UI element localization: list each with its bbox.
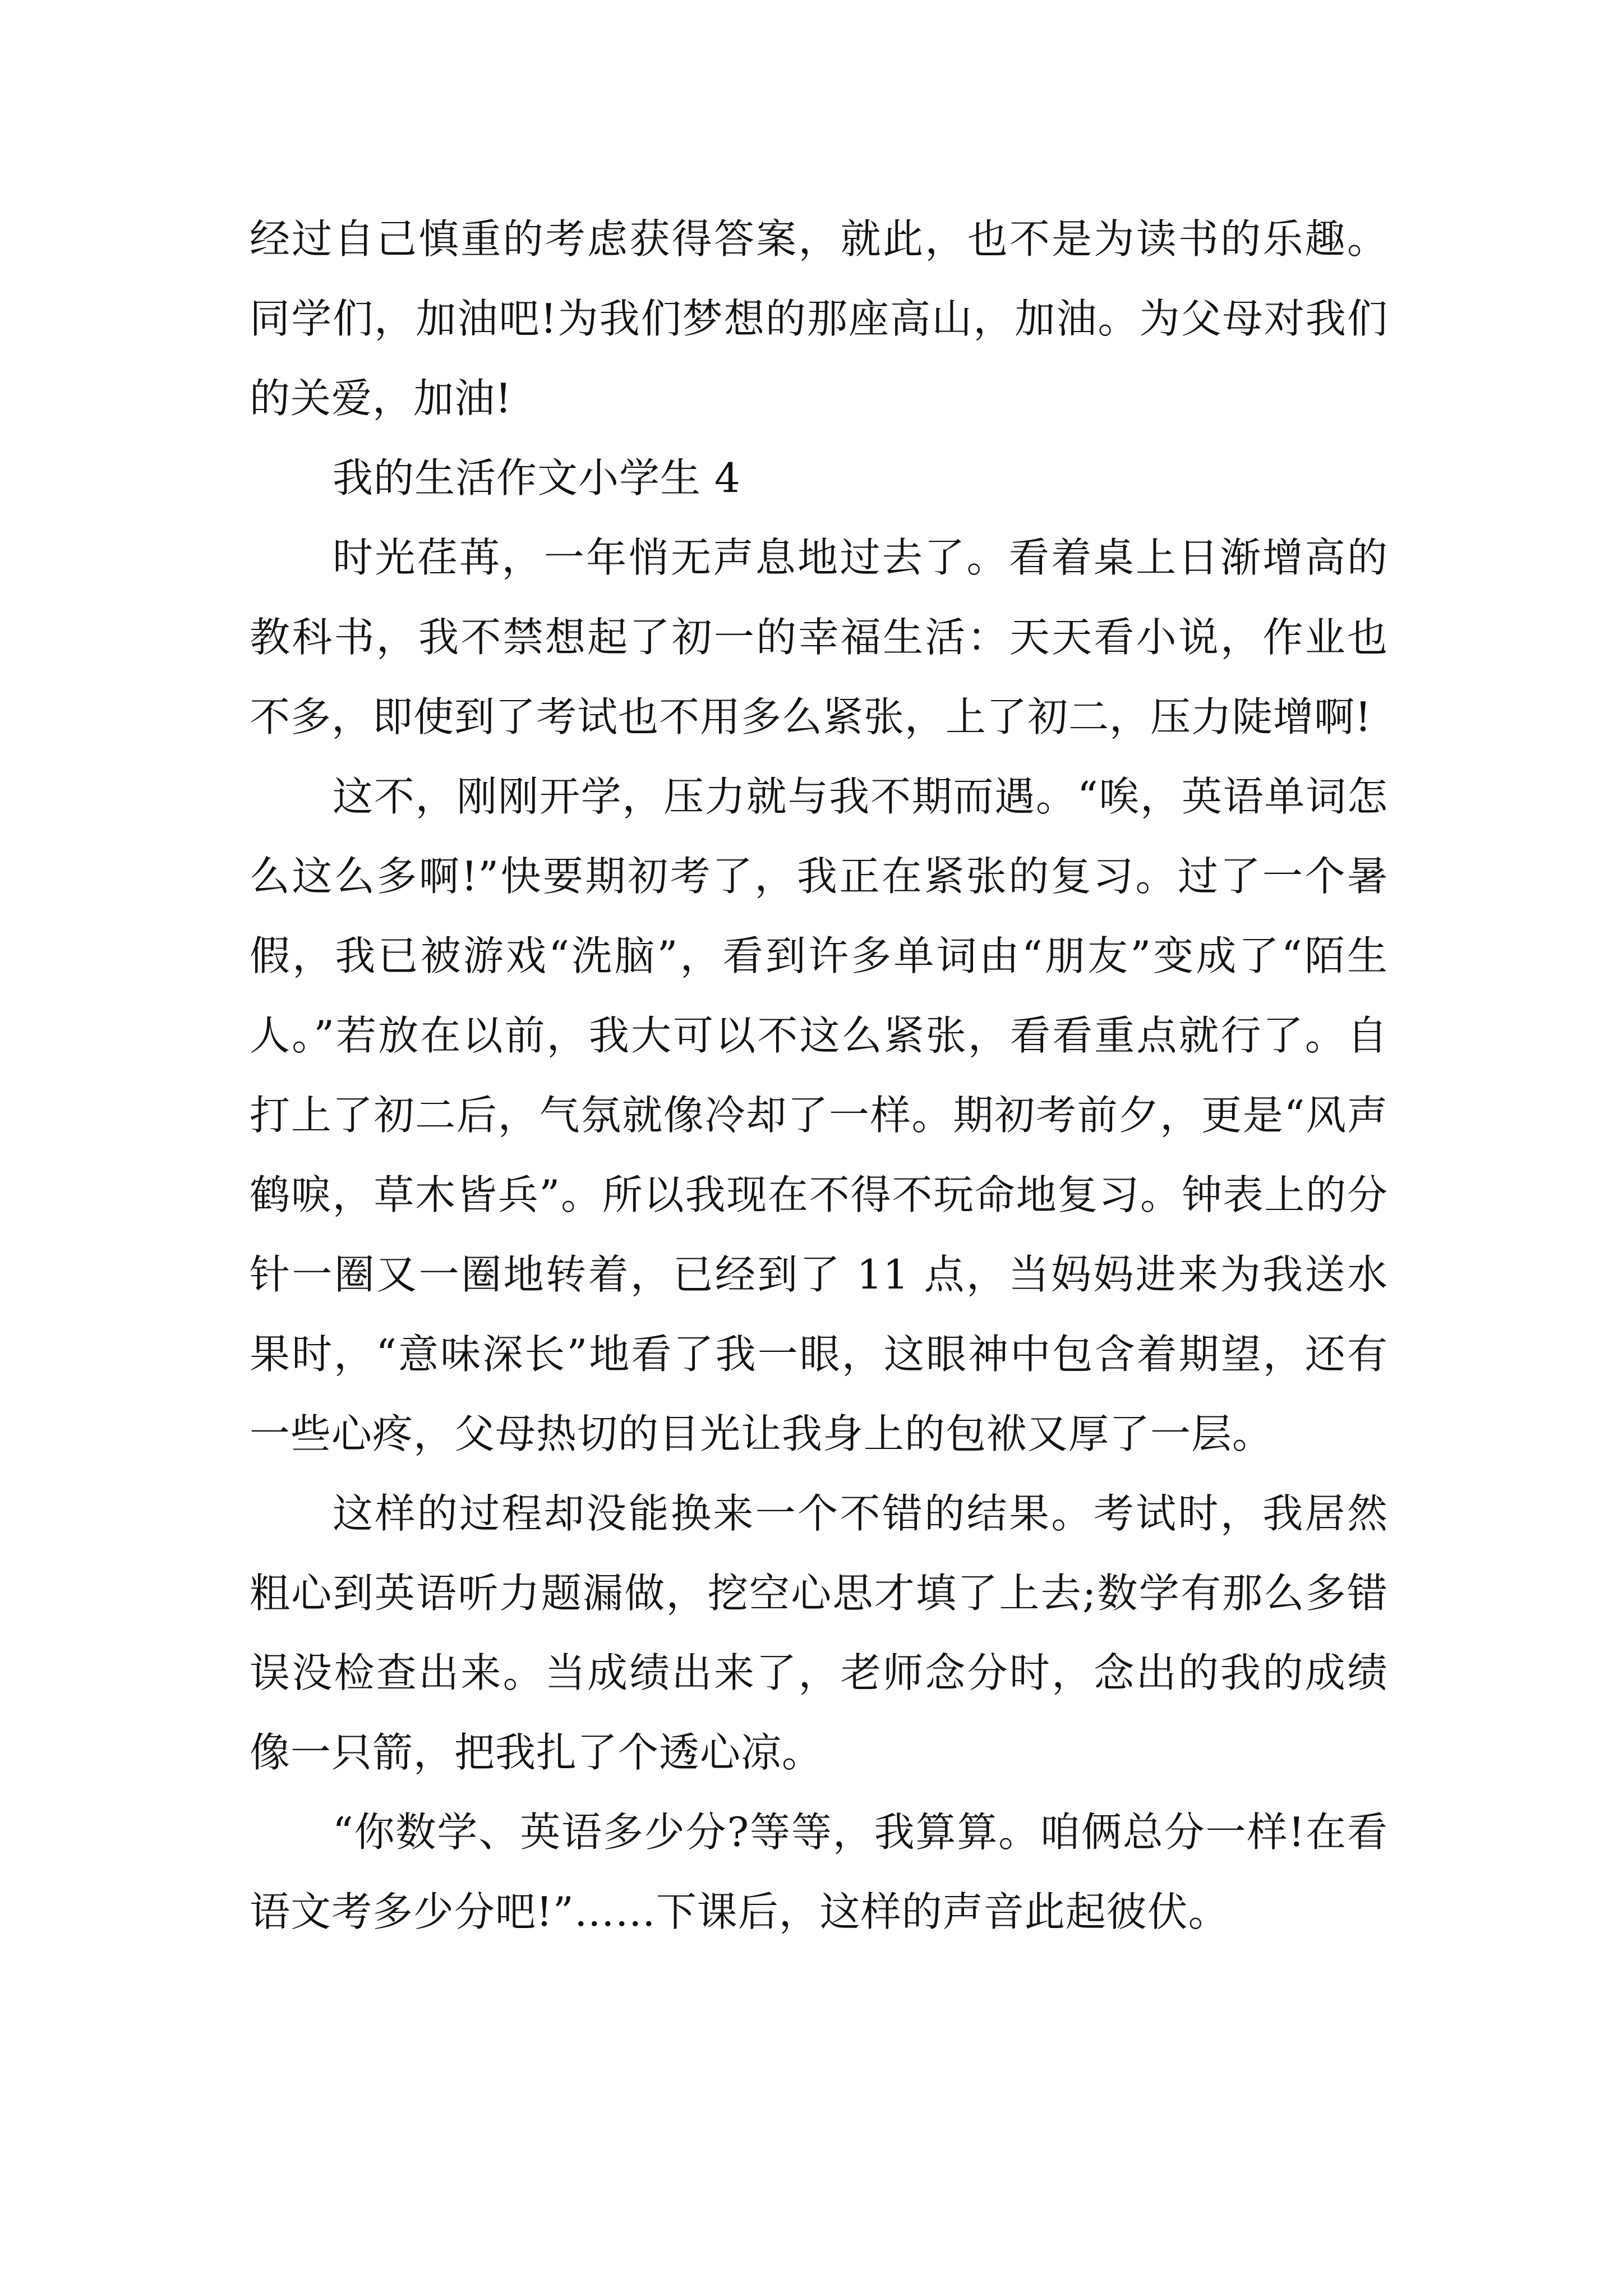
document-body [250,199,1388,1952]
paragraph: 这样的过程却没能换来一个不错的结果。考试时，我居然粗心到英语听力题漏做，挖空心思才填了上去;数学有那么多错误没检查出来。当成绩出来了，老师念分时，念出的我的成绩像一只箭，把我扎了个透心凉。 [250,1490,1388,1776]
paragraph: 这不，刚刚开学，压力就与我不期而遇。“唉，英语单词怎么这么多啊!”快要期初考了，我正在紧张的复习。过了一个暑假，我已被游戏“洗脑”，看到许多单词由“朋友”变成了“陌生人。”若放在以前，我大可以不这么紧张，看看重点就行了。自打上了初二后，气氛就像冷却了一样。期初考前夕，更是“风声鹤唳，草木皆兵”。所以我现在不得不玩命地复习。钟表上的分针一圈又一圈地转着，已经到了 11 点，当妈妈进来为我送水果时，“意味深长”地看了我一眼，这眼神中包含着期望，还有一些心疼，父母热切的目光让我身上的包袱又厚了一层。 [250,773,1388,1457]
section-heading: 我的生活作文小学生 4 [333,454,741,501]
paragraph-continued: 经过自己慎重的考虑获得答案，就此，也不是为读书的乐趣。同学们，加油吧!为我们梦想的那座高山，加油。为父母对我们的关爱，加油! [250,215,1388,422]
paragraph: 时光荏苒，一年悄无声息地过去了。看着桌上日渐增高的教科书，我不禁想起了初一的幸福生活：天天看小说，作业也不多，即使到了考试也不用多么紧张，上了初二，压力陡增啊! [250,534,1388,740]
paragraph: “你数学、英语多少分?等等，我算算。咱俩总分一样!在看语文考多少分吧!”……下课后，这样的声音此起彼伏。 [250,1809,1388,1935]
